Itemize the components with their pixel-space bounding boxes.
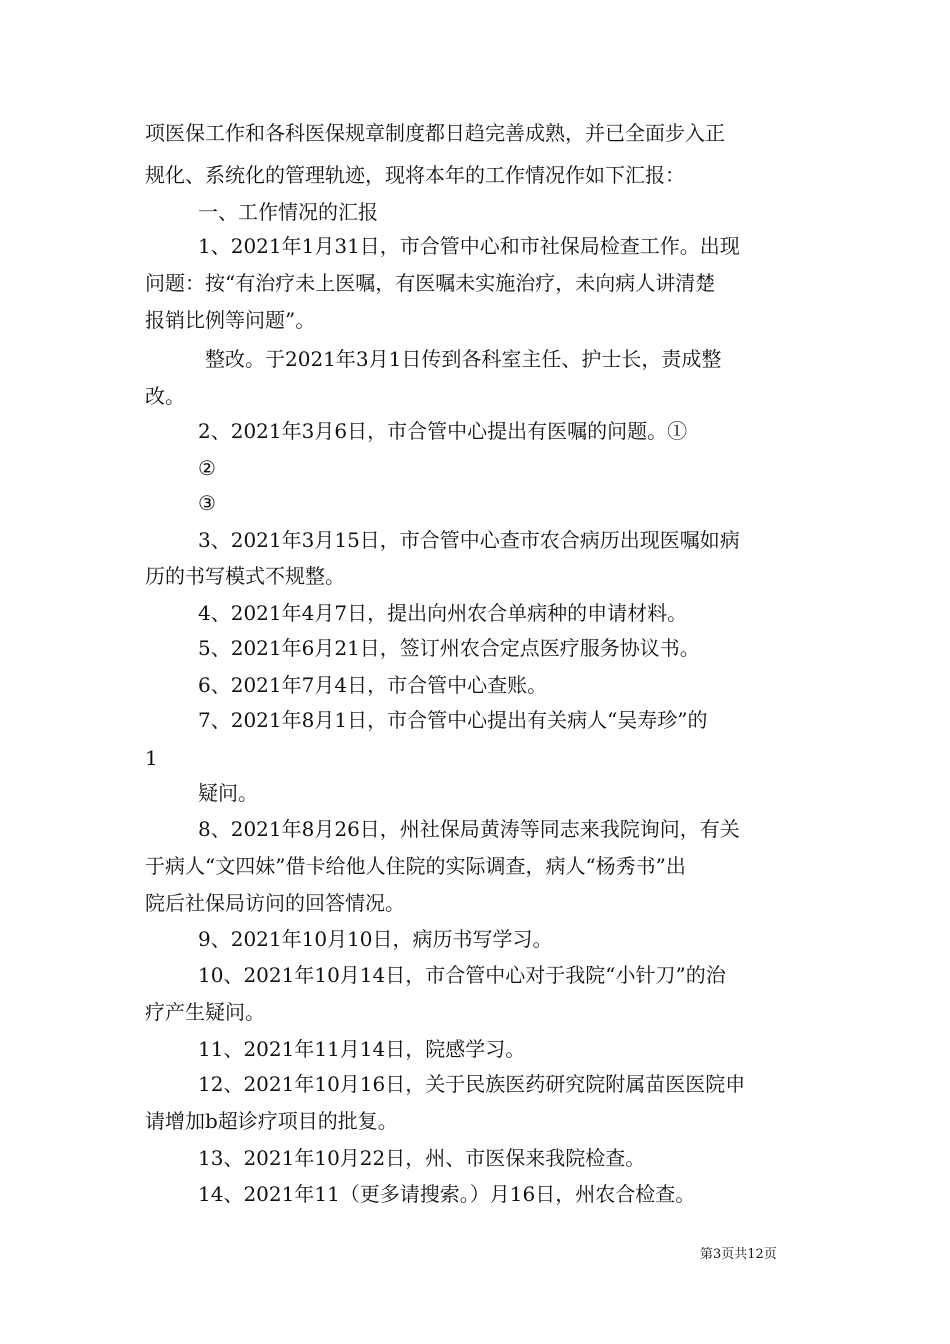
body-text-line: ② [198,456,216,480]
body-text-line: 2、2021年3月6日，市合管中心提出有医嘱的问题。① [198,419,688,443]
body-text-line: 改。 [145,384,185,408]
body-text-line: 10、2021年10月14日，市合管中心对于我院“小针刀”的治 [198,963,726,987]
body-text-line: 请增加b超诊疗项目的批复。 [145,1109,398,1133]
body-text-line: 1 [145,746,158,770]
body-text-line: 1、2021年1月31日，市合管中心和市社保局检查工作。出现 [198,234,740,258]
body-text-line: 9、2021年10月10日，病历书写学习。 [198,927,553,951]
body-text-line: 4、2021年4月7日，提出向州农合单病种的申请材料。 [198,601,688,625]
body-text-line: 13、2021年10月22日，州、市医保来我院检查。 [198,1146,646,1170]
body-text-line: 项医保工作和各科医保规章制度都日趋完善成熟，并已全面步入正 [145,121,725,145]
page-number: 第3页共12页 [700,1247,777,1262]
body-text-line: 8、2021年8月26日，州社保局黄涛等同志来我院询问，有关 [198,817,740,841]
body-text-line: 问题：按“有治疗未上医嘱，有医嘱未实施治疗，未向病人讲清楚 [145,271,716,295]
body-text-line: 整改。于2021年3月1日传到各科室主任、护士长，责成整 [205,347,722,371]
body-text-line: 6、2021年7月4日，市合管中心查账。 [198,673,548,697]
body-text-line: 3、2021年3月15日，市合管中心查市农合病历出现医嘱如病 [198,528,740,552]
body-text-line: 12、2021年10月16日，关于民族医药研究院附属苗医医院申 [198,1072,746,1096]
body-text-line: ③ [198,491,216,515]
body-text-line: 规化、系统化的管理轨迹，现将本年的工作情况作如下汇报： [145,163,685,187]
body-text-line: 院后社保局访问的回答情况。 [145,891,405,915]
body-text-line: 7、2021年8月1日，市合管中心提出有关病人“吴寿珍”的 [198,708,708,732]
section-heading: 一、工作情况的汇报 [198,200,378,224]
body-text-line: 历的书写模式不规整。 [145,564,345,588]
body-text-line: 11、2021年11月14日，院感学习。 [198,1037,526,1061]
body-text-line: 报销比例等问题”。 [145,308,316,332]
body-text-line: 5、2021年6月21日，签订州农合定点医疗服务协议书。 [198,636,700,660]
body-text-line: 于病人“文四妹”借卡给他人住院的实际调查，病人“杨秀书”出 [145,854,686,878]
body-text-line: 14、2021年11（更多请搜索。）月16日，州农合检查。 [198,1182,696,1206]
body-text-line: 疑问。 [198,781,258,805]
body-text-line: 疗产生疑问。 [145,1000,265,1024]
